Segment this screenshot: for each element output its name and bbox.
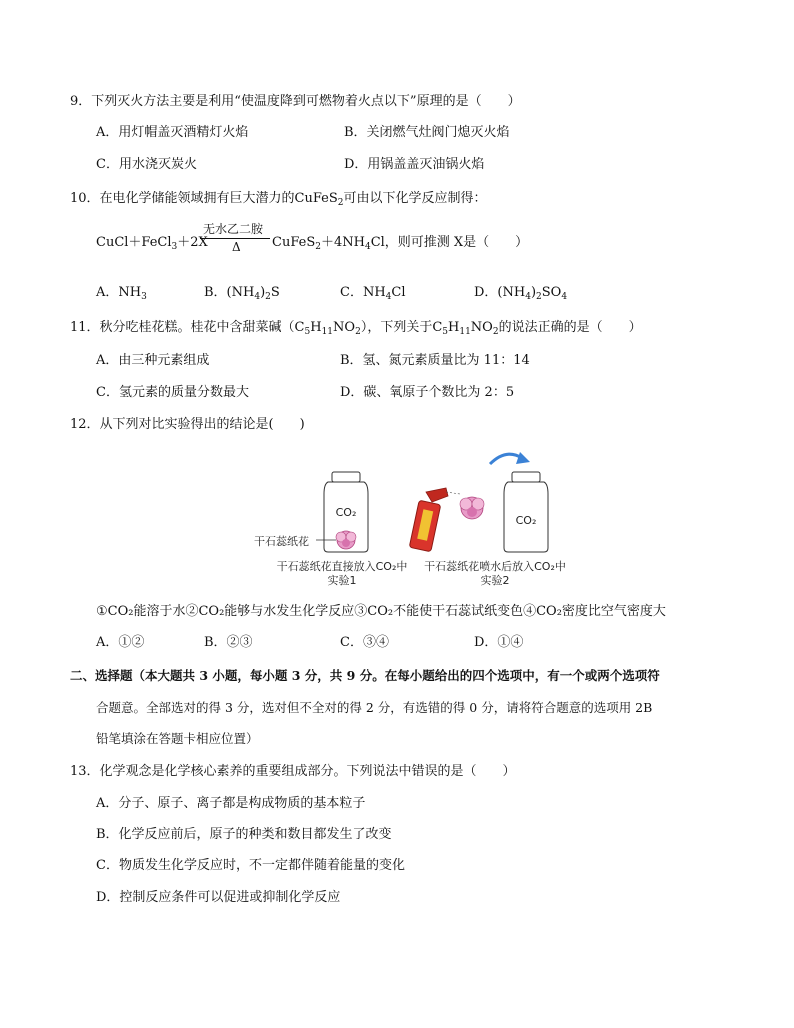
q12-stem: 12．从下列对比实验得出的结论是( ) xyxy=(70,417,305,432)
q10-stem: 10．在电化学储能领域拥有巨大潜力的CuFeS$_2$可由以下化学反应制得： xyxy=(70,191,487,208)
q12-statements: ①CO₂能溶于水②CO₂能够与水发生化学反应③CO₂不能使干石蕊试纸变色④CO₂密度比空气密度大 xyxy=(96,604,666,619)
q11-option-a: A．由三种元素组成 xyxy=(96,353,210,368)
q12-option-c: C．③④ xyxy=(340,635,389,650)
q10-option-b: B．$(NH_4)_2S$ xyxy=(204,285,280,302)
q13-option-c: C．物质发生化学反应时，不一定都伴随着能量的变化 xyxy=(96,858,405,873)
q10-condition-top: 无水乙二胺 xyxy=(203,222,264,236)
q12-option-b: B．②③ xyxy=(204,635,253,650)
q11-stem: 11．秋分吃桂花糕。桂花中含甜菜碱$(C_5H_{11}NO_2)$，下列关于$C_5H_{11}NO_2$的说法正确的是（ ） xyxy=(70,320,642,337)
flower-label: 干石蕊纸花 xyxy=(254,535,309,548)
q11-option-d: D．碳、氧原子个数比为 2：5 xyxy=(340,385,515,400)
sprayed-flower-icon xyxy=(460,497,484,519)
q12-option-a: A．①② xyxy=(96,635,145,650)
right-jar-icon xyxy=(504,472,548,552)
experiment2-title: 实验2 xyxy=(480,574,510,587)
section2-instructions-line3: 铅笔填涂在答题卡相应位置） xyxy=(96,731,259,746)
q9-option-d: D．用锅盖盖灭油锅火焰 xyxy=(344,157,485,172)
q13-stem: 13．化学观念是化学核心素养的重要组成部分。下列说法中错误的是（ ） xyxy=(70,764,516,779)
curved-arrow-icon xyxy=(490,452,530,464)
q12-experiment-figure xyxy=(250,448,580,590)
q9-stem: 9．下列灭火方法主要是利用“使温度降到可燃物着火点以下”原理的是（ ） xyxy=(70,94,521,109)
q11-option-b: B．氢、氮元素质量比为 11：14 xyxy=(340,353,530,368)
q11-option-c: C．氢元素的质量分数最大 xyxy=(96,385,249,400)
section2-title: 二、选择题（本大题共 3 小题，每小题 3 分，共 9 分。在每小题给出的四个选项中，有一个或两个选项符 xyxy=(70,668,660,683)
q13-option-b: B．化学反应前后，原子的种类和数目都发生了改变 xyxy=(96,827,392,842)
spray-bottle-icon xyxy=(409,488,460,552)
right-jar-co2-label: CO₂ xyxy=(515,514,537,527)
section2-instructions-line2: 合题意。全部选对的得 3 分，选对但不全对的得 2 分，有选错的得 0 分，请将符合题意的选项用 2B xyxy=(96,700,653,715)
q10-option-d: D．$(NH_4)_2SO_4$ xyxy=(474,285,568,302)
q10-condition-bottom: Δ xyxy=(232,240,241,254)
q9-option-b: B．关闭燃气灶阀门熄灭火焰 xyxy=(344,125,510,140)
q10-equation-left: CuCl＋FeCl$_3$＋2X xyxy=(96,235,208,252)
q10-option-c: C．$NH_4Cl$ xyxy=(340,285,406,302)
q10-option-a: A．$NH_3$ xyxy=(96,285,147,302)
q13-option-a: A．分子、原子、离子都是构成物质的基本粒子 xyxy=(96,796,366,811)
experiment2-caption: 干石蕊纸花喷水后放入CO₂中 xyxy=(424,560,566,573)
q9-option-a: A．用灯帽盖灭酒精灯火焰 xyxy=(96,125,249,140)
q10-equation-right: $CuFeS_2+4NH_4Cl$，则可推测 X是（ ） xyxy=(272,235,529,252)
q9-option-c: C．用水浇灭炭火 xyxy=(96,157,197,172)
experiment1-title: 实验1 xyxy=(327,574,357,587)
experiment1-caption: 干石蕊纸花直接放入CO₂中 xyxy=(276,560,408,573)
q12-option-d: D．①④ xyxy=(474,635,524,650)
left-jar-co2-label: CO₂ xyxy=(335,506,357,519)
q13-option-d: D．控制反应条件可以促进或抑制化学反应 xyxy=(96,890,341,905)
q10-reaction-line xyxy=(200,238,270,239)
